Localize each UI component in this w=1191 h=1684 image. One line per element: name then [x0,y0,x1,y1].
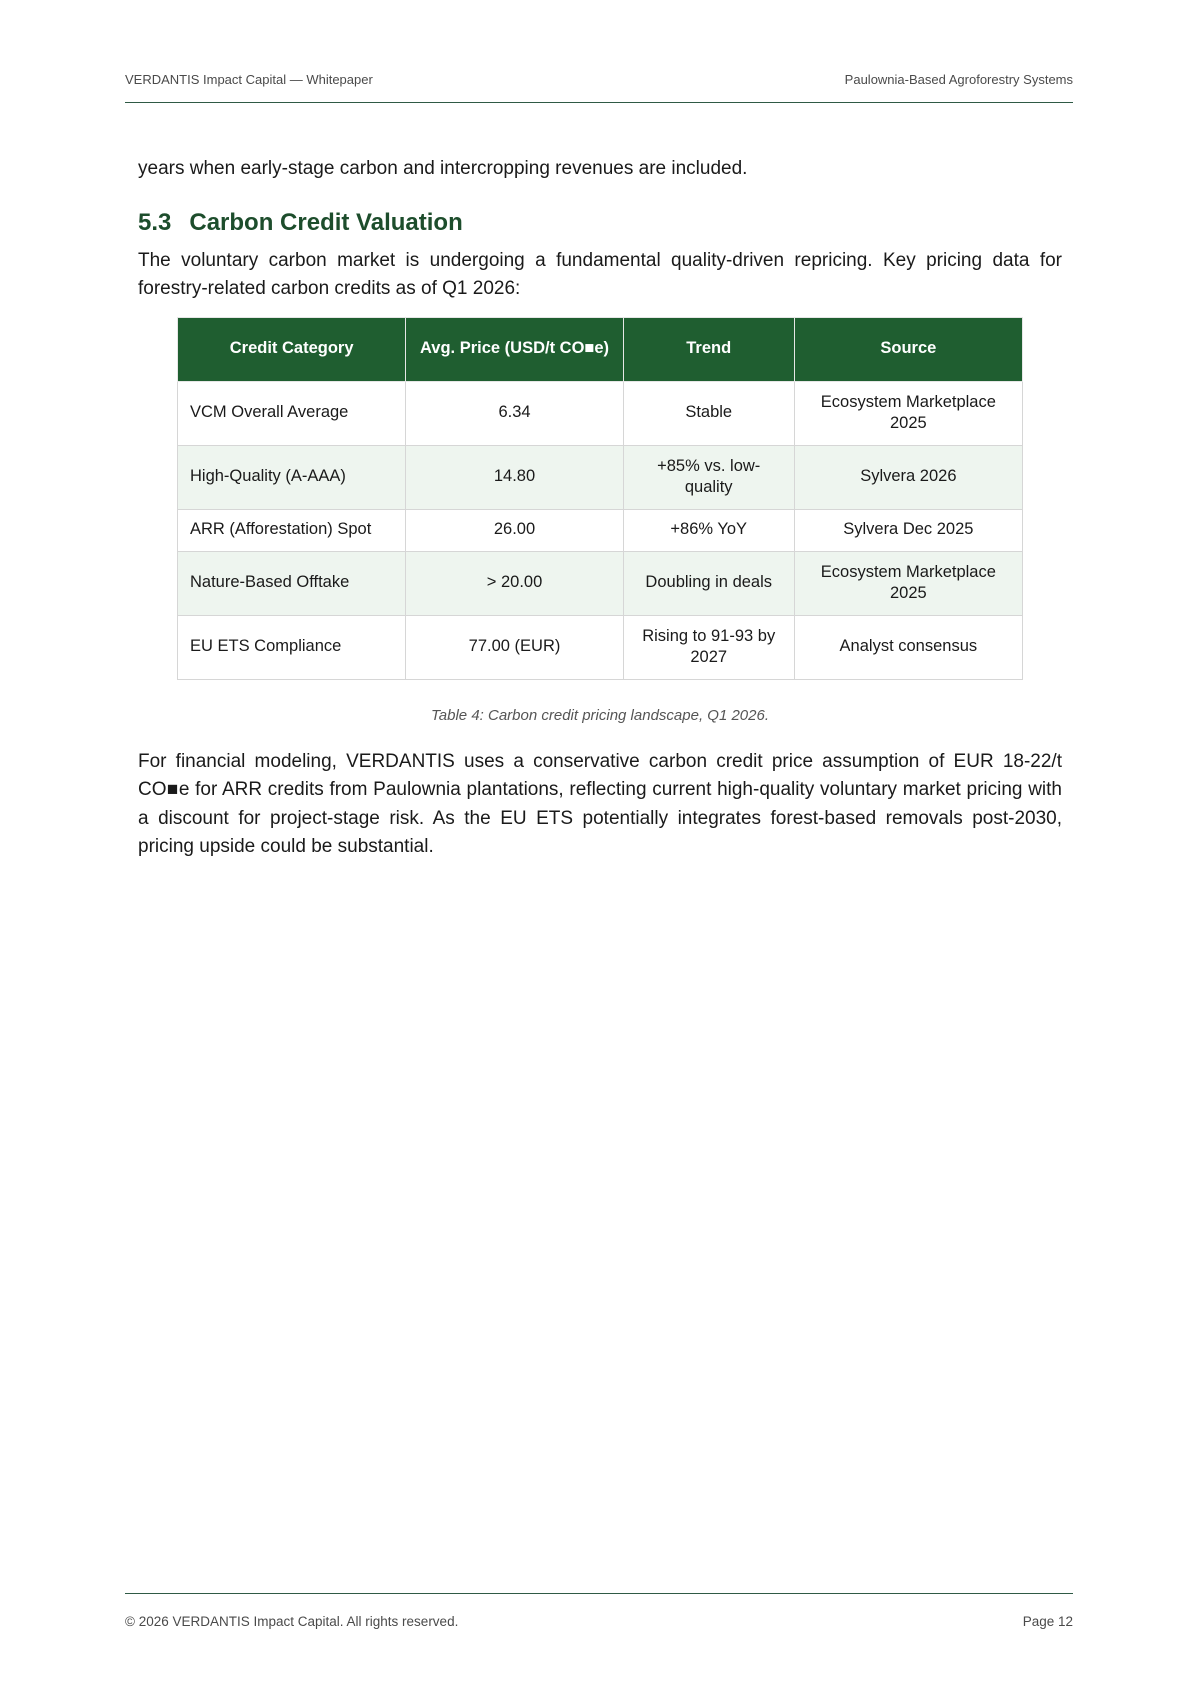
source-cell: Sylvera Dec 2025 [794,509,1022,551]
table-caption: Table 4: Carbon credit pricing landscape, Q1 2026. [431,706,769,724]
header-left-text: VERDANTIS Impact Capital — Whitepaper [125,72,373,87]
column-header: Source [794,317,1022,381]
header-divider [125,102,1073,103]
page-number: Page 12 [1022,1614,1073,1629]
section-number: 5.3 [138,208,172,236]
price-cell: 14.80 [406,445,623,509]
page-footer [125,1614,1073,1629]
category-cell: VCM Overall Average [178,381,406,445]
page-body [138,155,1062,862]
source-cell: Ecosystem Marketplace 2025 [794,381,1022,445]
trend-cell: +85% vs. low-quality [623,445,794,509]
closing-paragraph: For financial modeling, VERDANTIS uses a conservative carbon credit price assumption of EUR 18-22/t CO■e for ARR credits from Paulownia plantations, reflecting current high-quality voluntary market pricing with a discount for project-stage risk. As the EU ETS potentially integrates forest-based removals post-2030, pricing upside could be substantial. [138,750,1062,857]
footer-divider [125,1593,1073,1594]
column-header: Credit Category [178,317,406,381]
category-cell: Nature-Based Offtake [178,551,406,615]
copyright-text: © 2026 VERDANTIS Impact Capital. All rights reserved. [125,1614,459,1629]
table-header-row [178,317,1023,381]
table-row [178,445,1023,509]
trend-cell: Stable [623,381,794,445]
section-title: Carbon Credit Valuation [189,208,463,236]
price-cell: 6.34 [406,381,623,445]
table-row [178,551,1023,615]
column-header: Avg. Price (USD/t CO■e) [406,317,623,381]
trend-cell: Doubling in deals [623,551,794,615]
carbon-pricing-table [177,317,1023,680]
table-row [178,381,1023,445]
intro-paragraph: The voluntary carbon market is undergoing a fundamental quality-driven repricing. Key pricing data for forestry-related carbon credits as of Q1 2026: [138,249,1062,299]
category-cell: High-Quality (A-AAA) [178,445,406,509]
source-cell: Ecosystem Marketplace 2025 [794,551,1022,615]
section-heading [138,208,1062,238]
page-header [125,72,1073,87]
source-cell: Analyst consensus [794,615,1022,679]
continuation-paragraph: years when early-stage carbon and intercropping revenues are included. [138,158,748,179]
category-cell: EU ETS Compliance [178,615,406,679]
column-header: Trend [623,317,794,381]
price-cell: 26.00 [406,509,623,551]
price-cell: 77.00 (EUR) [406,615,623,679]
price-cell: > 20.00 [406,551,623,615]
header-right-text: Paulownia-Based Agroforestry Systems [844,72,1073,87]
source-cell: Sylvera 2026 [794,445,1022,509]
table-row [178,509,1023,551]
table-row [178,615,1023,679]
trend-cell: Rising to 91-93 by 2027 [623,615,794,679]
trend-cell: +86% YoY [623,509,794,551]
category-cell: ARR (Afforestation) Spot [178,509,406,551]
